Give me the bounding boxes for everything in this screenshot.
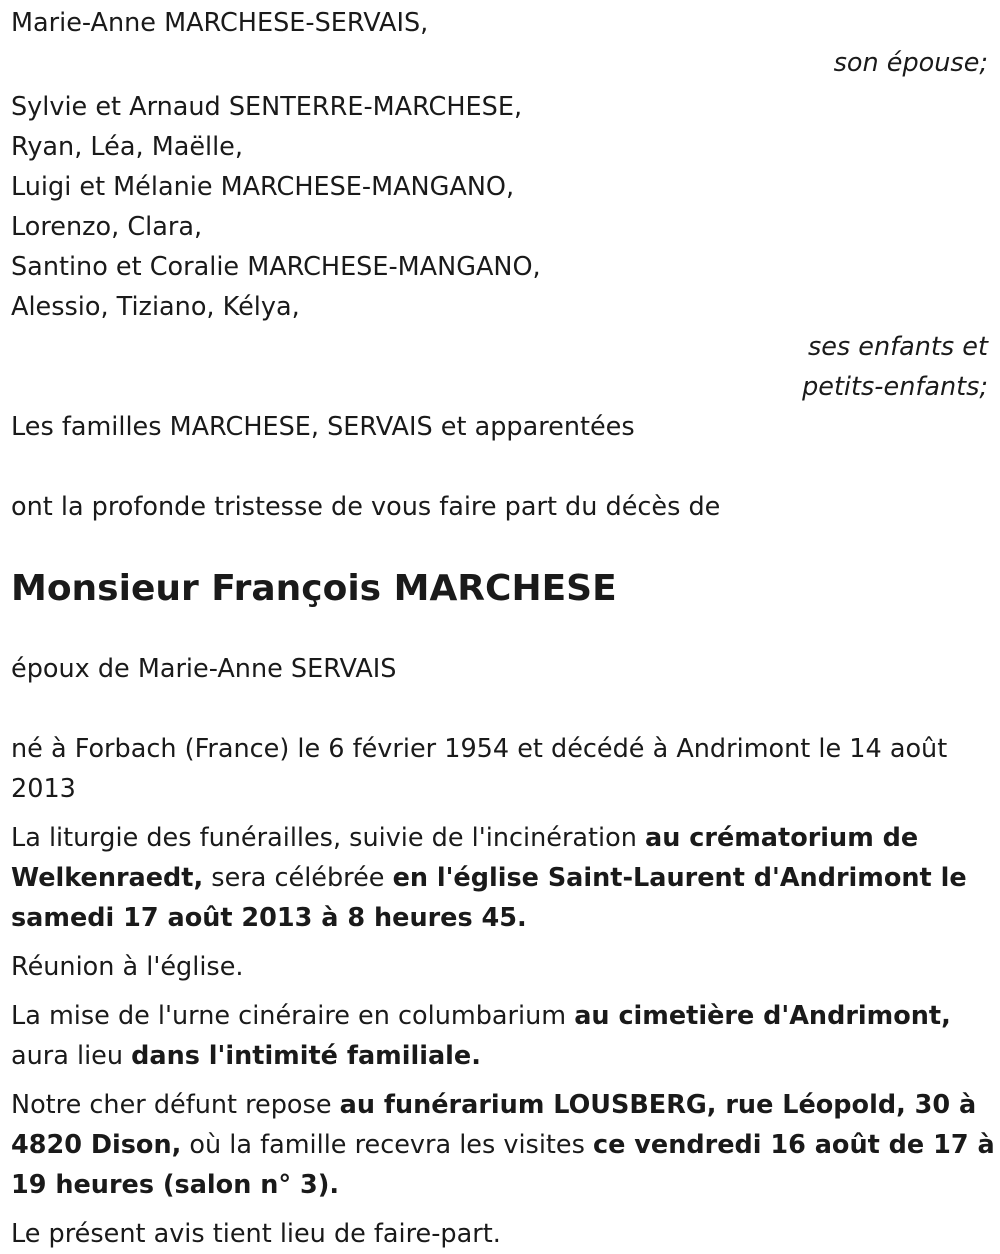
visit-paragraph: Notre cher défunt repose au funérarium LOUSBERG, rue Léopold, 30 à 4820 Dison, où la famille recevra les visites ce vendredi 16 août de 17 à 19 heures (salon n° 3). [11, 1090, 995, 1200]
grandchildren-role: petits-enfants; [802, 372, 988, 402]
spouse-of: époux de Marie-Anne SERVAIS [11, 654, 397, 684]
birth-death: né à Forbach (France) le 6 février 1954 et décédé à Andrimont le 14 août 2013 [11, 734, 948, 804]
spouse-name: Marie-Anne MARCHESE-SERVAIS, [11, 8, 429, 38]
urn-paragraph: La mise de l'urne cinéraire en columbarium au cimetière d'Andrimont, aura lieu dans l'intimité familiale. [11, 1001, 951, 1071]
children-line: Ryan, Léa, Maëlle, [11, 132, 243, 162]
children-line: Sylvie et Arnaud SENTERRE-MARCHESE, [11, 92, 523, 122]
deceased-name: Monsieur François MARCHESE [11, 568, 617, 609]
closing-paragraph: Le présent avis tient lieu de faire-part. [11, 1219, 501, 1249]
children-line: Santino et Coralie MARCHESE-MANGANO, [11, 252, 541, 282]
families-line: Les familles MARCHESE, SERVAIS et apparentées [11, 412, 635, 442]
children-role: ses enfants et [807, 332, 988, 362]
funeral-paragraph: La liturgie des funérailles, suivie de l'incinération au crématorium de Welkenraedt, sera célébrée en l'église Saint-Laurent d'Andrimont le samedi 17 août 2013 à 8 heures 45. [11, 823, 967, 933]
children-line: Lorenzo, Clara, [11, 212, 203, 242]
children-line: Alessio, Tiziano, Kélya, [11, 292, 300, 322]
children-list [11, 87, 990, 327]
children-line: Luigi et Mélanie MARCHESE-MANGANO, [11, 172, 515, 202]
spouse-role: son épouse; [833, 48, 988, 78]
announcement: ont la profonde tristesse de vous faire part du décès de [11, 492, 721, 522]
reunion-paragraph: Réunion à l'église. [11, 952, 244, 982]
